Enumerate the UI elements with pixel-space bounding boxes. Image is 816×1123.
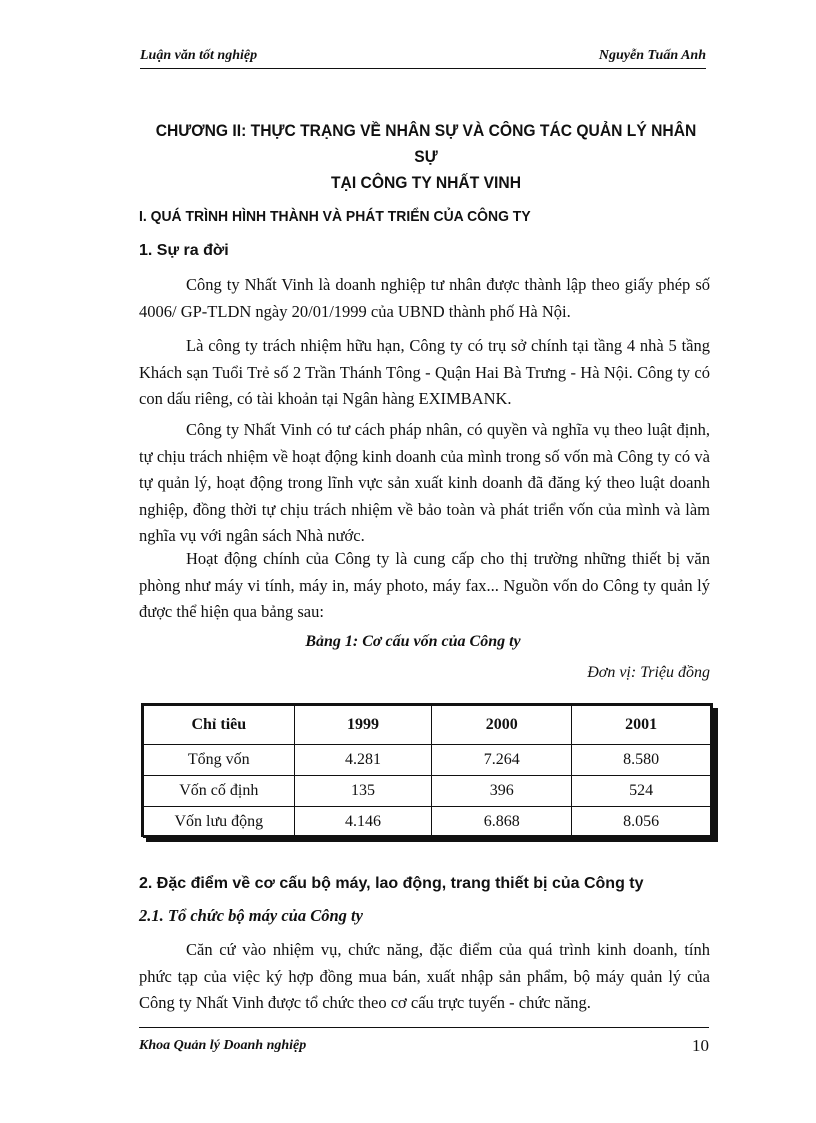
table-row bbox=[144, 776, 711, 807]
table-cell: 4.146 bbox=[294, 807, 432, 838]
table-unit-label: Đơn vị: Triệu đồng bbox=[587, 664, 710, 681]
chapter-title-line-2: TẠI CÔNG TY NHẤT VINH bbox=[330, 173, 522, 192]
table-cell: 8.056 bbox=[572, 807, 711, 838]
footer-faculty-label: Khoa Quản lý Doanh nghiệp bbox=[139, 1038, 307, 1053]
header-thesis-label: Luận văn tốt nghiệp bbox=[140, 48, 258, 63]
table-cell: 7.264 bbox=[432, 745, 572, 776]
section-heading-2: 2. Đặc điểm về cơ cấu bộ máy, lao động, trang thiết bị của Công ty bbox=[139, 875, 644, 892]
capital-structure-table bbox=[141, 703, 713, 837]
table-header-row bbox=[144, 706, 711, 745]
table-cell: Vốn lưu động bbox=[144, 807, 295, 838]
paragraph: Công ty Nhất Vinh là doanh nghiệp tư nhân được thành lập theo giấy phép số 4006/ GP-TLDN ngày 20/01/1999 của UBND thành phố Hà Nội. bbox=[139, 275, 710, 321]
table-cell: Vốn cố định bbox=[144, 776, 295, 807]
chapter-title bbox=[154, 118, 699, 196]
paragraph: Hoạt động chính của Công ty là cung cấp cho thị trường những thiết bị văn phòng như máy vi tính, máy in, máy photo, máy fax... Nguồn vốn do Công ty quản lý được thể hiện qua bảng sau: bbox=[139, 549, 710, 621]
paragraph: Là công ty trách nhiệm hữu hạn, Công ty có trụ sở chính tại tầng 4 nhà 5 tầng Khách sạn Tuổi Trẻ số 2 Trần Thánh Tông - Quận Hai Bà Trưng - Hà Nội. Công ty có con dấu riêng, có tài khoản tại Ngân hàng EXIMBANK. bbox=[139, 336, 710, 408]
page-number: 10 bbox=[692, 1036, 709, 1055]
table-cell: 6.868 bbox=[432, 807, 572, 838]
table-cell: 396 bbox=[432, 776, 572, 807]
column-header: 1999 bbox=[294, 706, 432, 745]
page-header bbox=[140, 46, 706, 69]
table-row bbox=[144, 807, 711, 838]
paragraph: Công ty Nhất Vinh có tư cách pháp nhân, có quyền và nghĩa vụ theo luật định, tự chịu trách nhiệm về hoạt động kinh doanh của mình trong số vốn mà Công ty có và tự quản lý, hoạt động trong lĩnh vực sản xuất kinh doanh đã đăng ký theo luật doanh nghiệp, đồng thời tự chịu trách nhiệm về bảo toàn và phát triển vốn của mình và làm nghĩa vụ với ngân sách Nhà nước. bbox=[139, 420, 710, 545]
column-header: 2000 bbox=[432, 706, 572, 745]
table-cell: 8.580 bbox=[572, 745, 711, 776]
section-heading: I. QUÁ TRÌNH HÌNH THÀNH VÀ PHÁT TRIỂN CỦA CÔNG TY bbox=[139, 208, 531, 225]
column-header: 2001 bbox=[572, 706, 711, 745]
subsection-heading-2-1: 2.1. Tổ chức bộ máy của Công ty bbox=[139, 906, 363, 925]
subsection-heading: 1. Sự ra đời bbox=[139, 242, 229, 259]
header-author-name: Nguyễn Tuấn Anh bbox=[598, 48, 706, 63]
table-caption: Bảng 1: Cơ cấu vốn của Công ty bbox=[305, 633, 521, 650]
paragraph: Căn cứ vào nhiệm vụ, chức năng, đặc điểm của quá trình kinh doanh, tính phức tạp của việc ký hợp đồng mua bán, xuất nhập sản phẩm, bộ máy quản lý của Công ty Nhất Vinh được tổ chức theo cơ cấu trực tuyến - chức năng. bbox=[139, 940, 710, 1012]
table-cell: 524 bbox=[572, 776, 711, 807]
table-cell: 4.281 bbox=[294, 745, 432, 776]
column-header: Chỉ tiêu bbox=[144, 706, 295, 745]
table-cell: Tổng vốn bbox=[144, 745, 295, 776]
table-cell: 135 bbox=[294, 776, 432, 807]
page-footer bbox=[139, 1027, 709, 1058]
chapter-title-line-1: CHƯƠNG II: THỰC TRẠNG VỀ NHÂN SỰ VÀ CÔNG TÁC QUẢN LÝ NHÂN SỰ bbox=[155, 121, 697, 166]
table-row bbox=[144, 745, 711, 776]
